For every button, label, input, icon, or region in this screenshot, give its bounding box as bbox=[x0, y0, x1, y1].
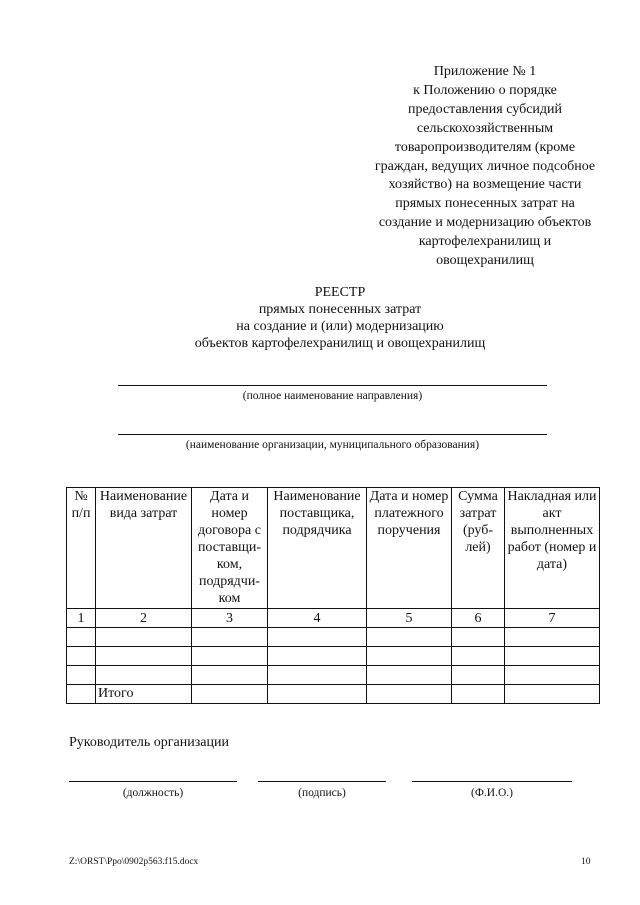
appendix-line: хозяйство) на возмещение части bbox=[388, 177, 582, 193]
column-header-cost-type: Наименование вида затрат bbox=[96, 488, 192, 609]
column-number: 3 bbox=[192, 609, 268, 628]
appendix-line: предоставления субсидий bbox=[407, 101, 563, 117]
title-line: на создание и (или) модернизацию bbox=[236, 319, 444, 334]
column-header-number: № п/п bbox=[67, 488, 96, 609]
table-cell bbox=[452, 628, 505, 647]
table-cell bbox=[505, 666, 600, 685]
table-cell bbox=[367, 666, 452, 685]
table-cell bbox=[452, 647, 505, 666]
direction-fill-line bbox=[118, 385, 547, 386]
table-cell bbox=[67, 666, 96, 685]
name-hint: (Ф.И.О.) bbox=[471, 787, 513, 799]
table-cell bbox=[268, 628, 367, 647]
column-header-invoice: Накладная или акт выполненных работ (номер и дата) bbox=[505, 488, 600, 609]
appendix-line: товаропроизводителям (кроме bbox=[394, 139, 576, 155]
table-cell bbox=[505, 685, 600, 704]
table-cell bbox=[96, 628, 192, 647]
direction-hint: (полное наименование направления) bbox=[242, 390, 423, 402]
column-number: 4 bbox=[268, 609, 367, 628]
table-cell bbox=[452, 666, 505, 685]
table-cell bbox=[192, 628, 268, 647]
total-row bbox=[67, 685, 600, 704]
appendix-line: граждан, ведущих личное подсобное bbox=[374, 158, 596, 174]
document-title bbox=[120, 284, 560, 352]
footer-page-number: 10 bbox=[581, 857, 591, 867]
total-label: Итого bbox=[96, 685, 192, 704]
table-header-row bbox=[67, 488, 600, 609]
appendix-line: овощехранилищ bbox=[436, 253, 534, 269]
table-cell bbox=[452, 685, 505, 704]
column-number: 6 bbox=[452, 609, 505, 628]
column-header-contract: Дата и номер договора с поставщи-ком, подрядчи-ком bbox=[192, 488, 268, 609]
column-number-row bbox=[67, 609, 600, 628]
table-row bbox=[67, 666, 600, 685]
organization-hint: (наименование организации, муниципального образования) bbox=[185, 439, 480, 451]
head-of-organization-label: Руководитель организации bbox=[69, 735, 229, 750]
signature-fill-line bbox=[258, 781, 386, 782]
name-fill-line bbox=[412, 781, 572, 782]
signature-hint: (подпись) bbox=[298, 787, 346, 799]
table-row bbox=[67, 628, 600, 647]
column-number: 2 bbox=[96, 609, 192, 628]
title-line: РЕЕСТР bbox=[314, 285, 366, 300]
appendix-line: прямых понесенных затрат на bbox=[395, 196, 575, 212]
footer-file-path: Z:\ORST\Ppo\0902p563.f15.docx bbox=[69, 857, 199, 867]
table-cell bbox=[268, 666, 367, 685]
table-cell bbox=[96, 666, 192, 685]
appendix-line: к Положению о порядке bbox=[413, 82, 557, 98]
table-row bbox=[67, 647, 600, 666]
table-cell bbox=[192, 647, 268, 666]
table-cell bbox=[505, 628, 600, 647]
table-cell bbox=[268, 647, 367, 666]
table-cell bbox=[367, 628, 452, 647]
table-cell bbox=[268, 685, 367, 704]
column-header-payment-order: Дата и номер платежного поручения bbox=[367, 488, 452, 609]
table-cell bbox=[367, 647, 452, 666]
title-line: объектов картофелехранилищ и овощехранилищ bbox=[194, 336, 486, 351]
table-cell bbox=[67, 685, 96, 704]
position-fill-line bbox=[69, 781, 237, 782]
appendix-line: картофелехранилищ и bbox=[418, 234, 552, 250]
organization-fill-line bbox=[118, 434, 547, 435]
table-cell bbox=[67, 628, 96, 647]
register-table bbox=[66, 487, 600, 704]
column-header-supplier: Наименование поставщика, подрядчика bbox=[268, 488, 367, 609]
appendix-line: сельскохозяйственным bbox=[416, 120, 554, 136]
column-number: 5 bbox=[367, 609, 452, 628]
column-header-amount: Сумма затрат (руб-лей) bbox=[452, 488, 505, 609]
column-number: 1 bbox=[67, 609, 96, 628]
column-number: 7 bbox=[505, 609, 600, 628]
position-hint: (должность) bbox=[122, 787, 184, 799]
table-cell bbox=[505, 647, 600, 666]
table-cell bbox=[192, 666, 268, 685]
table-cell bbox=[192, 685, 268, 704]
table-cell bbox=[367, 685, 452, 704]
appendix-block bbox=[340, 63, 630, 271]
table-cell bbox=[67, 647, 96, 666]
appendix-line: создание и модернизацию объектов bbox=[378, 215, 592, 231]
table-cell bbox=[96, 647, 192, 666]
title-line: прямых понесенных затрат bbox=[258, 302, 422, 317]
appendix-line: Приложение № 1 bbox=[433, 64, 537, 79]
